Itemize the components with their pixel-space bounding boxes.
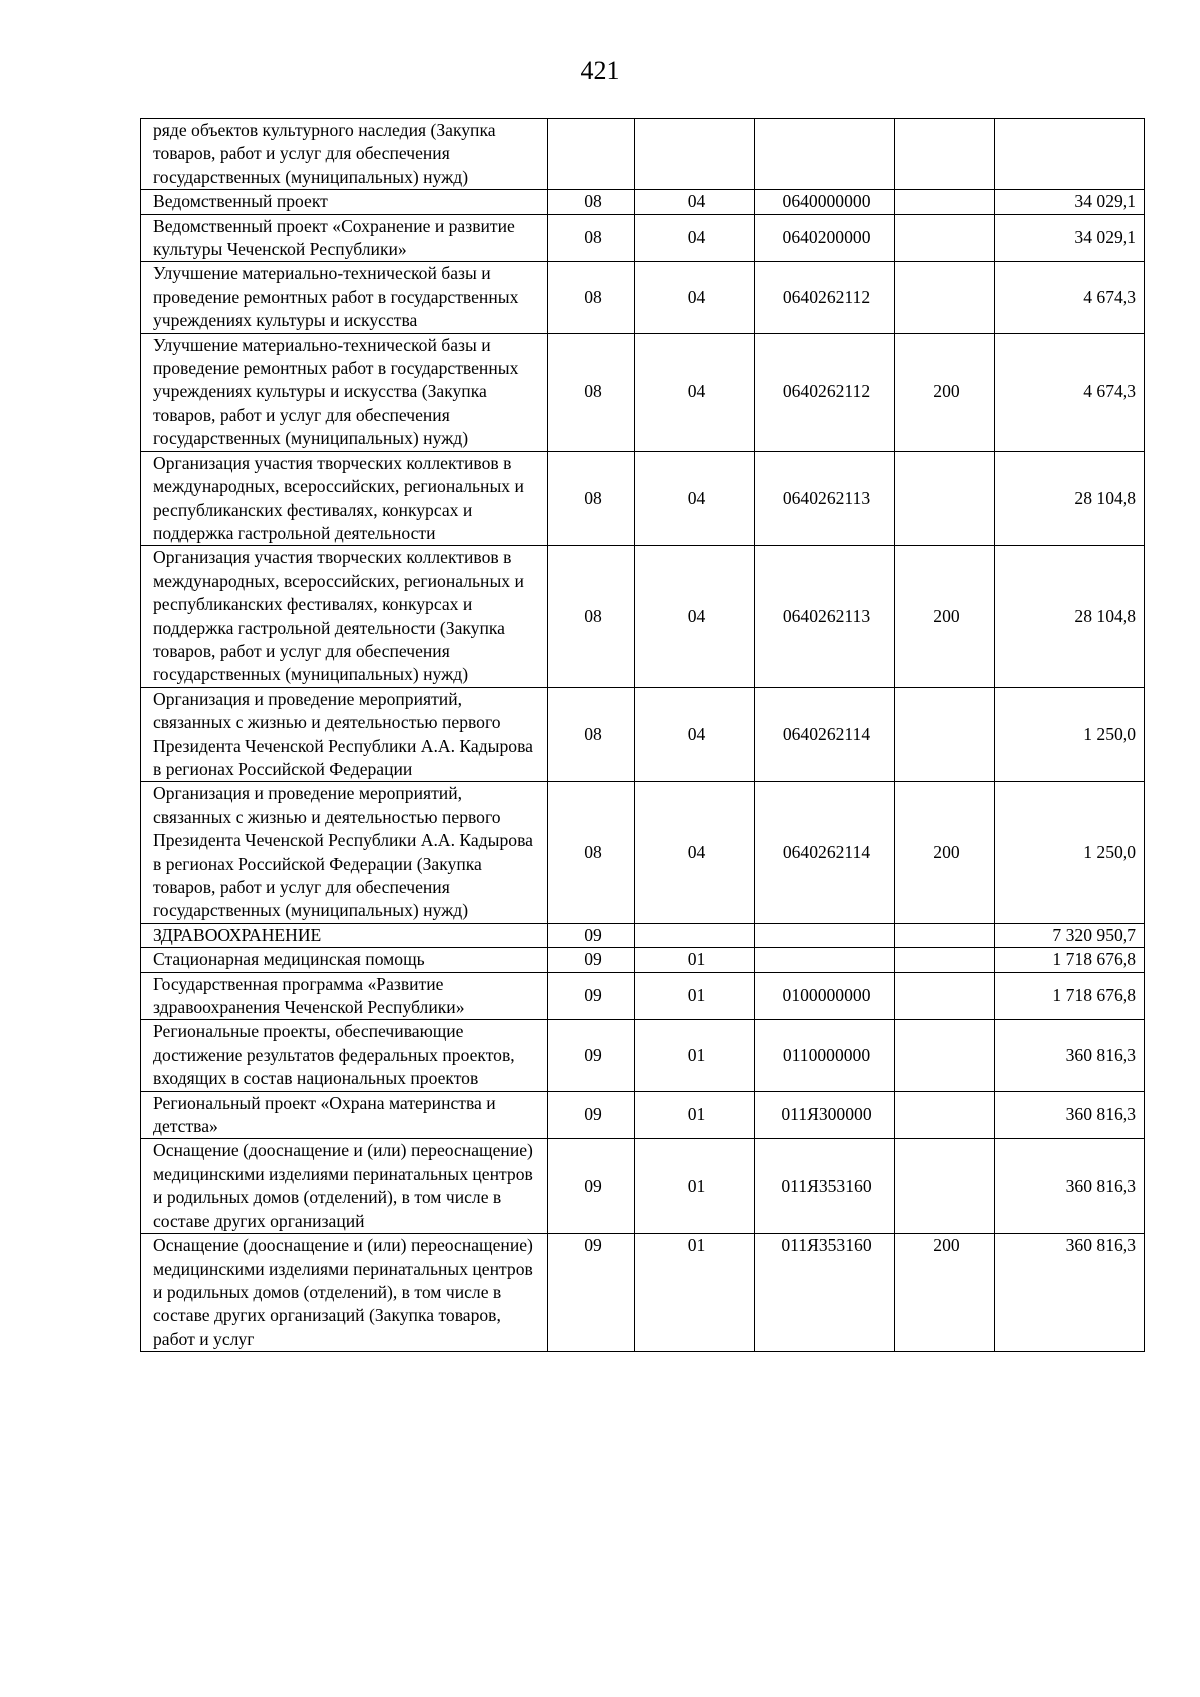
row-target-code: 011Я353160 <box>755 1139 895 1234</box>
row-target-code: 0640262114 <box>755 782 895 923</box>
row-subsection: 01 <box>635 972 755 1020</box>
row-target-code: 0640200000 <box>755 214 895 262</box>
row-amount: 28 104,8 <box>995 451 1145 546</box>
row-target-code: 0640000000 <box>755 190 895 214</box>
row-subsection: 04 <box>635 333 755 451</box>
row-section: 08 <box>548 451 635 546</box>
row-amount: 1 718 676,8 <box>995 972 1145 1020</box>
row-amount: 34 029,1 <box>995 214 1145 262</box>
row-amount: 4 674,3 <box>995 262 1145 333</box>
row-section: 08 <box>548 262 635 333</box>
row-amount: 1 250,0 <box>995 782 1145 923</box>
row-subsection <box>635 119 755 190</box>
row-subsection: 04 <box>635 782 755 923</box>
row-target-code: 0640262112 <box>755 262 895 333</box>
table-row <box>141 782 1145 923</box>
row-amount: 360 816,3 <box>995 1020 1145 1091</box>
row-name: Улучшение материально-технической базы и проведение ремонтных работ в государственных учреждениях культуры и искусства (Закупка товаров, работ и услуг для обеспечения государственных (муниципальных) нужд) <box>141 333 548 451</box>
row-target-code: 011Я300000 <box>755 1091 895 1139</box>
row-expense-type <box>895 214 995 262</box>
table-row <box>141 948 1145 972</box>
row-amount: 7 320 950,7 <box>995 923 1145 947</box>
row-expense-type <box>895 923 995 947</box>
row-expense-type <box>895 262 995 333</box>
row-section: 09 <box>548 1091 635 1139</box>
row-subsection: 01 <box>635 948 755 972</box>
table-row <box>141 451 1145 546</box>
row-subsection: 04 <box>635 451 755 546</box>
table-row <box>141 1020 1145 1091</box>
table-row <box>141 190 1145 214</box>
row-name: Организация и проведение мероприятий, связанных с жизнью и деятельностью первого Президента Чеченской Республики А.А. Кадырова в регионах Российской Федерации (Закупка товаров, работ и услуг для обеспечения государственных (муниципальных) нужд) <box>141 782 548 923</box>
row-expense-type <box>895 687 995 782</box>
row-target-code <box>755 923 895 947</box>
row-amount: 1 250,0 <box>995 687 1145 782</box>
row-expense-type <box>895 190 995 214</box>
table-row <box>141 1234 1145 1352</box>
row-subsection <box>635 923 755 947</box>
row-amount: 360 816,3 <box>995 1234 1145 1352</box>
row-section: 09 <box>548 1020 635 1091</box>
row-name: Организация участия творческих коллективов в международных, всероссийских, региональных и республиканских фестивалях, конкурсах и поддержка гастрольной деятельности (Закупка товаров, работ и услуг для обеспечения государственных (муниципальных) нужд) <box>141 546 548 687</box>
row-subsection: 01 <box>635 1139 755 1234</box>
row-name: Организация и проведение мероприятий, связанных с жизнью и деятельностью первого Президента Чеченской Республики А.А. Кадырова в регионах Российской Федерации <box>141 687 548 782</box>
row-amount: 1 718 676,8 <box>995 948 1145 972</box>
row-section: 08 <box>548 782 635 923</box>
row-expense-type <box>895 451 995 546</box>
row-name: ряде объектов культурного наследия (Закупка товаров, работ и услуг для обеспечения государственных (муниципальных) нужд) <box>141 119 548 190</box>
row-subsection: 04 <box>635 262 755 333</box>
row-target-code <box>755 948 895 972</box>
row-section: 08 <box>548 687 635 782</box>
row-amount: 28 104,8 <box>995 546 1145 687</box>
row-section: 09 <box>548 948 635 972</box>
row-subsection: 04 <box>635 546 755 687</box>
row-section: 08 <box>548 333 635 451</box>
row-expense-type <box>895 972 995 1020</box>
table-row <box>141 972 1145 1020</box>
row-target-code <box>755 119 895 190</box>
row-expense-type <box>895 1020 995 1091</box>
row-amount: 360 816,3 <box>995 1091 1145 1139</box>
row-amount: 360 816,3 <box>995 1139 1145 1234</box>
row-name: Организация участия творческих коллективов в международных, всероссийских, региональных и республиканских фестивалях, конкурсах и поддержка гастрольной деятельности <box>141 451 548 546</box>
row-section <box>548 119 635 190</box>
row-expense-type: 200 <box>895 782 995 923</box>
row-target-code: 0640262113 <box>755 451 895 546</box>
row-expense-type <box>895 119 995 190</box>
row-section: 09 <box>548 923 635 947</box>
row-expense-type: 200 <box>895 546 995 687</box>
row-name: Государственная программа «Развитие здравоохранения Чеченской Республики» <box>141 972 548 1020</box>
row-expense-type <box>895 948 995 972</box>
table-row <box>141 214 1145 262</box>
row-name: Региональные проекты, обеспечивающие достижение результатов федеральных проектов, входящих в состав национальных проектов <box>141 1020 548 1091</box>
row-name: Ведомственный проект <box>141 190 548 214</box>
row-expense-type: 200 <box>895 1234 995 1352</box>
budget-table <box>140 118 1145 1352</box>
table-row <box>141 1139 1145 1234</box>
row-expense-type <box>895 1139 995 1234</box>
row-subsection: 04 <box>635 214 755 262</box>
table-row <box>141 546 1145 687</box>
row-target-code: 0640262112 <box>755 333 895 451</box>
row-amount: 34 029,1 <box>995 190 1145 214</box>
row-amount <box>995 119 1145 190</box>
page-number: 421 <box>580 56 620 85</box>
row-subsection: 04 <box>635 687 755 782</box>
row-name: Оснащение (дооснащение и (или) переоснащение) медицинскими изделиями перинатальных центров и родильных домов (отделений), в том числе в составе других организаций (Закупка товаров, работ и услуг <box>141 1234 548 1352</box>
row-name: ЗДРАВООХРАНЕНИЕ <box>141 923 548 947</box>
row-target-code: 0640262114 <box>755 687 895 782</box>
row-expense-type: 200 <box>895 333 995 451</box>
table-row <box>141 119 1145 190</box>
row-target-code: 0100000000 <box>755 972 895 1020</box>
row-section: 08 <box>548 190 635 214</box>
row-name: Региональный проект «Охрана материнства и детства» <box>141 1091 548 1139</box>
row-subsection: 04 <box>635 190 755 214</box>
table-row <box>141 687 1145 782</box>
row-name: Оснащение (дооснащение и (или) переоснащение) медицинскими изделиями перинатальных центров и родильных домов (отделений), в том числе в составе других организаций <box>141 1139 548 1234</box>
table-row <box>141 333 1145 451</box>
table-row <box>141 1091 1145 1139</box>
row-section: 08 <box>548 214 635 262</box>
row-name: Стационарная медицинская помощь <box>141 948 548 972</box>
row-subsection: 01 <box>635 1020 755 1091</box>
row-target-code: 011Я353160 <box>755 1234 895 1352</box>
table-row <box>141 923 1145 947</box>
row-subsection: 01 <box>635 1091 755 1139</box>
row-expense-type <box>895 1091 995 1139</box>
row-name: Улучшение материально-технической базы и проведение ремонтных работ в государственных учреждениях культуры и искусства <box>141 262 548 333</box>
row-section: 08 <box>548 546 635 687</box>
row-amount: 4 674,3 <box>995 333 1145 451</box>
row-subsection: 01 <box>635 1234 755 1352</box>
table-row <box>141 262 1145 333</box>
row-section: 09 <box>548 1234 635 1352</box>
row-section: 09 <box>548 972 635 1020</box>
row-target-code: 0110000000 <box>755 1020 895 1091</box>
row-name: Ведомственный проект «Сохранение и развитие культуры Чеченской Республики» <box>141 214 548 262</box>
row-target-code: 0640262113 <box>755 546 895 687</box>
row-section: 09 <box>548 1139 635 1234</box>
